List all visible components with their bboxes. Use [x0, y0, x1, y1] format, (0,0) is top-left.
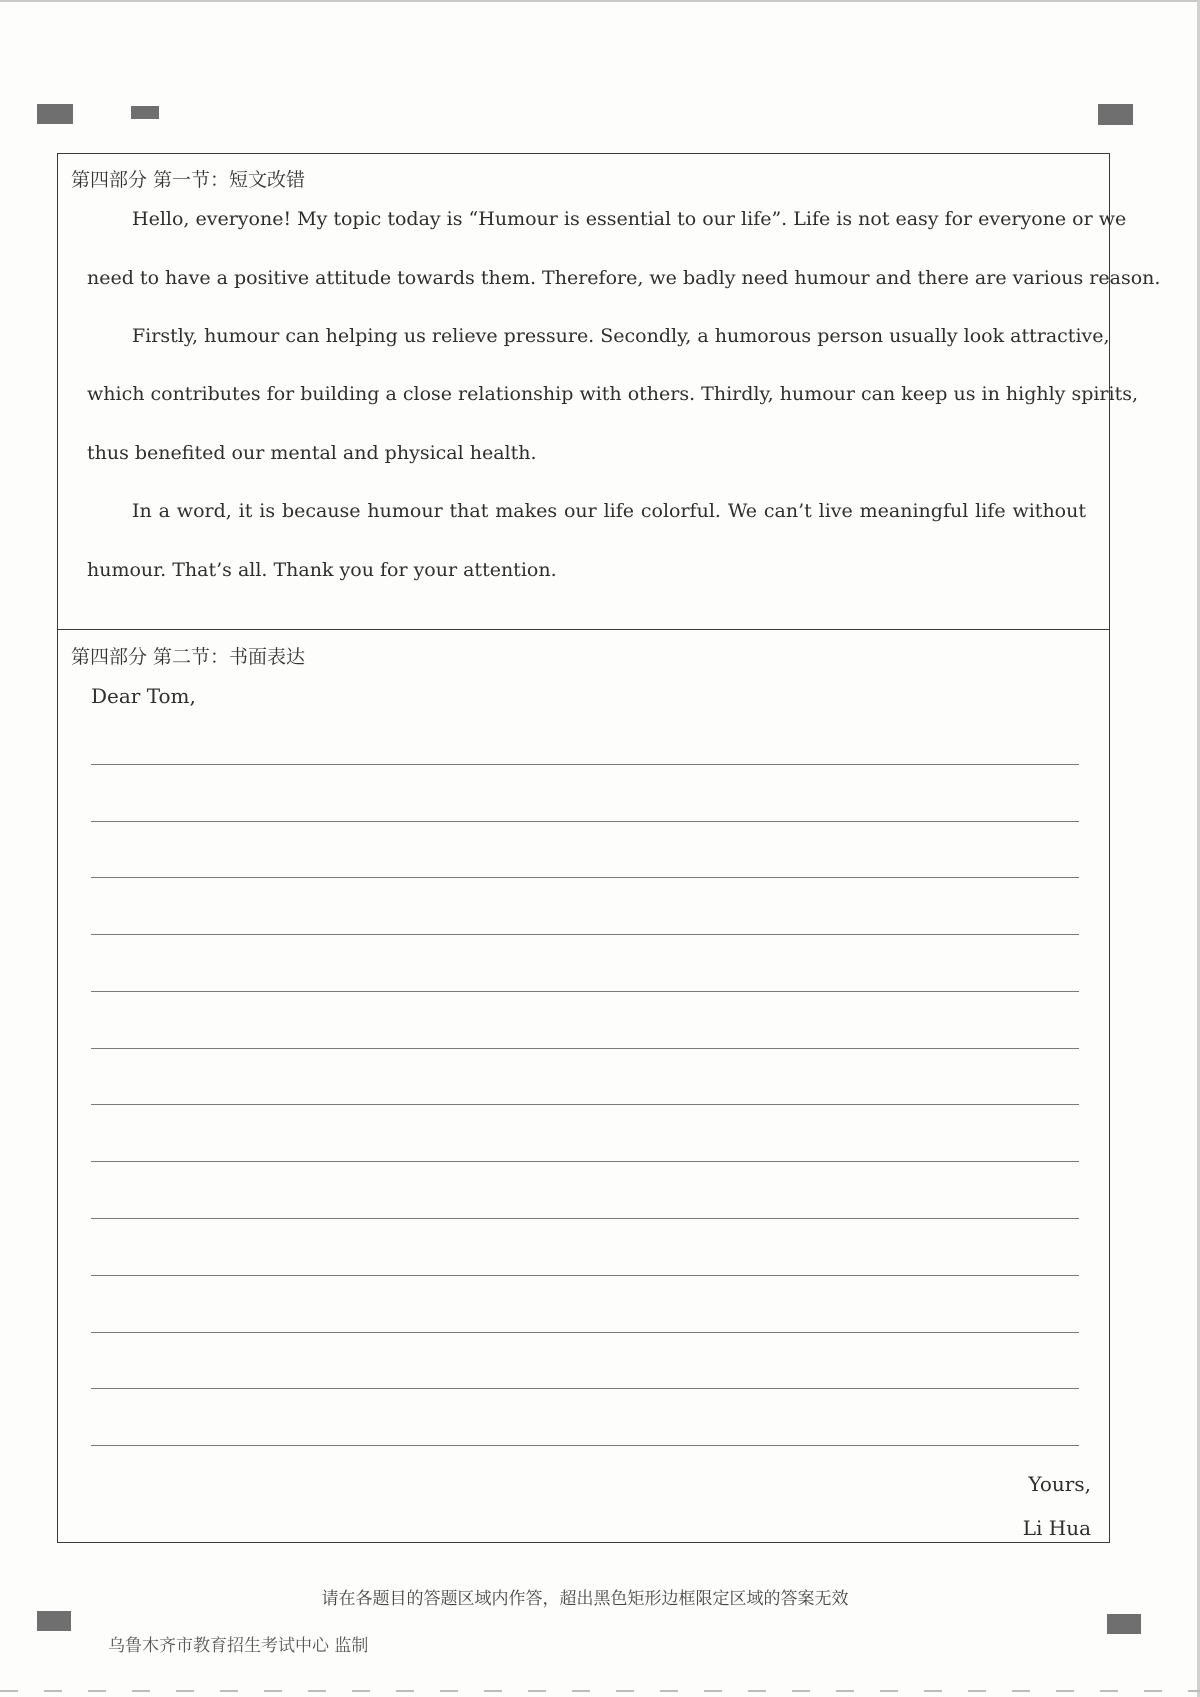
alignment-marker-top-right: [1098, 104, 1133, 125]
error-correction-section: [58, 154, 1161, 630]
writing-line[interactable]: [91, 877, 1079, 878]
passage-line-4: which contributes for building a close relationship with others. Thirdly, humour can keep us in highly spirits,: [87, 383, 1139, 405]
passage-line-6: In a word, it is because humour that makes our life colorful. We can’t live meaningful life without: [132, 500, 1086, 522]
writing-line[interactable]: [91, 1332, 1079, 1333]
alignment-marker-top-left-small: [131, 106, 159, 119]
error-correction-heading: 第四部分 第一节：短文改错: [71, 169, 306, 191]
writing-line[interactable]: [91, 1161, 1079, 1162]
supervising-organization: 乌鲁木齐市教育招生考试中心 监制: [108, 1636, 369, 1656]
writing-line[interactable]: [91, 1388, 1079, 1389]
writing-line[interactable]: [91, 1275, 1079, 1276]
passage-line-1: Hello, everyone! My topic today is “Humour is essential to our life”. Life is not easy for everyone or we: [132, 208, 1127, 230]
passage-line-3: Firstly, humour can helping us relieve pressure. Secondly, a humorous person usually look attractive,: [132, 325, 1110, 347]
writing-line[interactable]: [91, 1104, 1079, 1105]
scan-top-edge: [0, 0, 1200, 2]
letter-signature: Li Hua: [1022, 1516, 1091, 1540]
scan-bottom-edge: [0, 1690, 1200, 1692]
passage-line-7: humour. That’s all. Thank you for your attention.: [87, 559, 557, 581]
letter-closing: Yours,: [1028, 1472, 1091, 1496]
answer-area-frame: [57, 153, 1161, 1543]
alignment-marker-top-left: [37, 104, 73, 124]
writing-line[interactable]: [91, 821, 1079, 822]
writing-line[interactable]: [91, 764, 1079, 765]
letter-greeting: Dear Tom,: [91, 684, 196, 708]
answer-area-notice: 请在各题目的答题区域内作答，超出黑色矩形边框限定区域的答案无效: [321, 1589, 849, 1609]
writing-line[interactable]: [91, 934, 1079, 935]
alignment-marker-bottom-left: [37, 1611, 71, 1631]
writing-line[interactable]: [91, 991, 1079, 992]
alignment-marker-bottom-right: [1107, 1614, 1141, 1634]
writing-heading: 第四部分 第二节：书面表达: [71, 646, 306, 668]
passage-line-2: need to have a positive attitude towards them. Therefore, we badly need humour and there are various reason.: [87, 267, 1161, 289]
writing-line[interactable]: [91, 1218, 1079, 1219]
passage-line-5: thus benefited our mental and physical health.: [87, 442, 537, 464]
writing-line[interactable]: [91, 1445, 1079, 1446]
writing-line[interactable]: [91, 1048, 1079, 1049]
